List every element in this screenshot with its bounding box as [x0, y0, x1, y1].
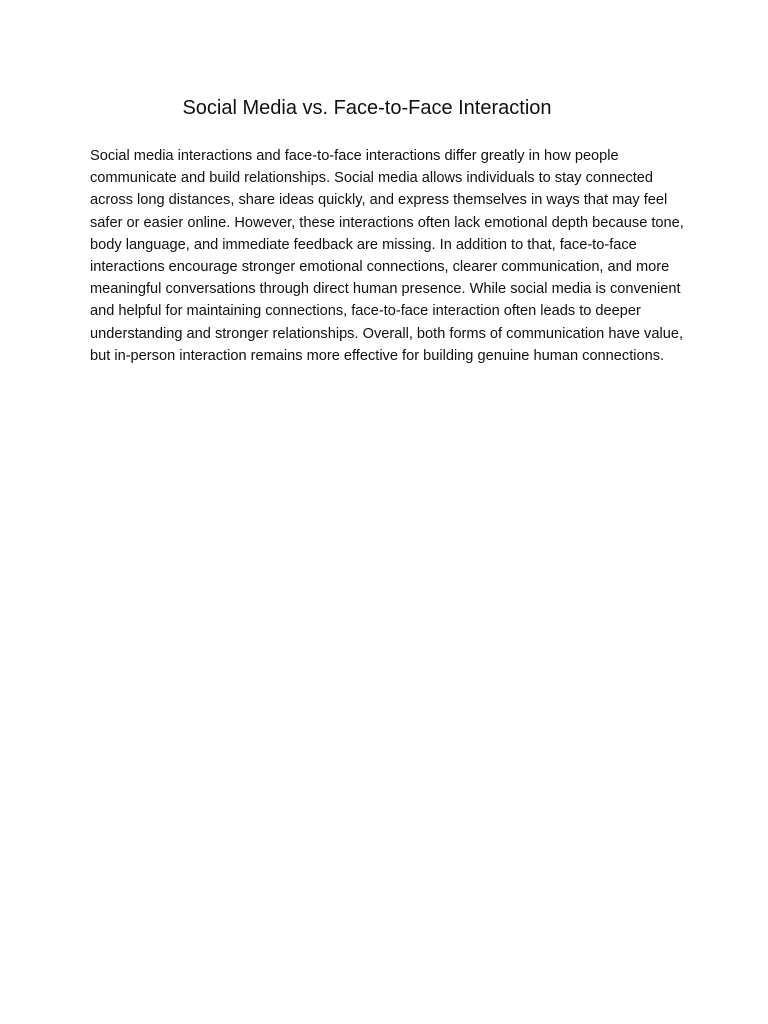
document-title: Social Media vs. Face-to-Face Interaction: [182, 97, 552, 119]
document-paragraph: Social media interactions and face-to-face interactions differ greatly in how people communicate and build relationships. Social media allows individuals to stay connected across long distances, share ideas quickly, and express themselves in ways that may feel safer or easier online. However, these interactions often lack emotional depth because tone, body language, and immediate feedback are missing. In addition to that, face-to-face interactions encourage stronger emotional connections, clearer communication, and more meaningful conversations through direct human presence. While social media is convenient and helpful for maintaining connections, face-to-face interaction often leads to deeper understanding and stronger relationships. Overall, both forms of communication have value, but in-person interaction remains more effective for building genuine human connections.: [90, 148, 684, 364]
